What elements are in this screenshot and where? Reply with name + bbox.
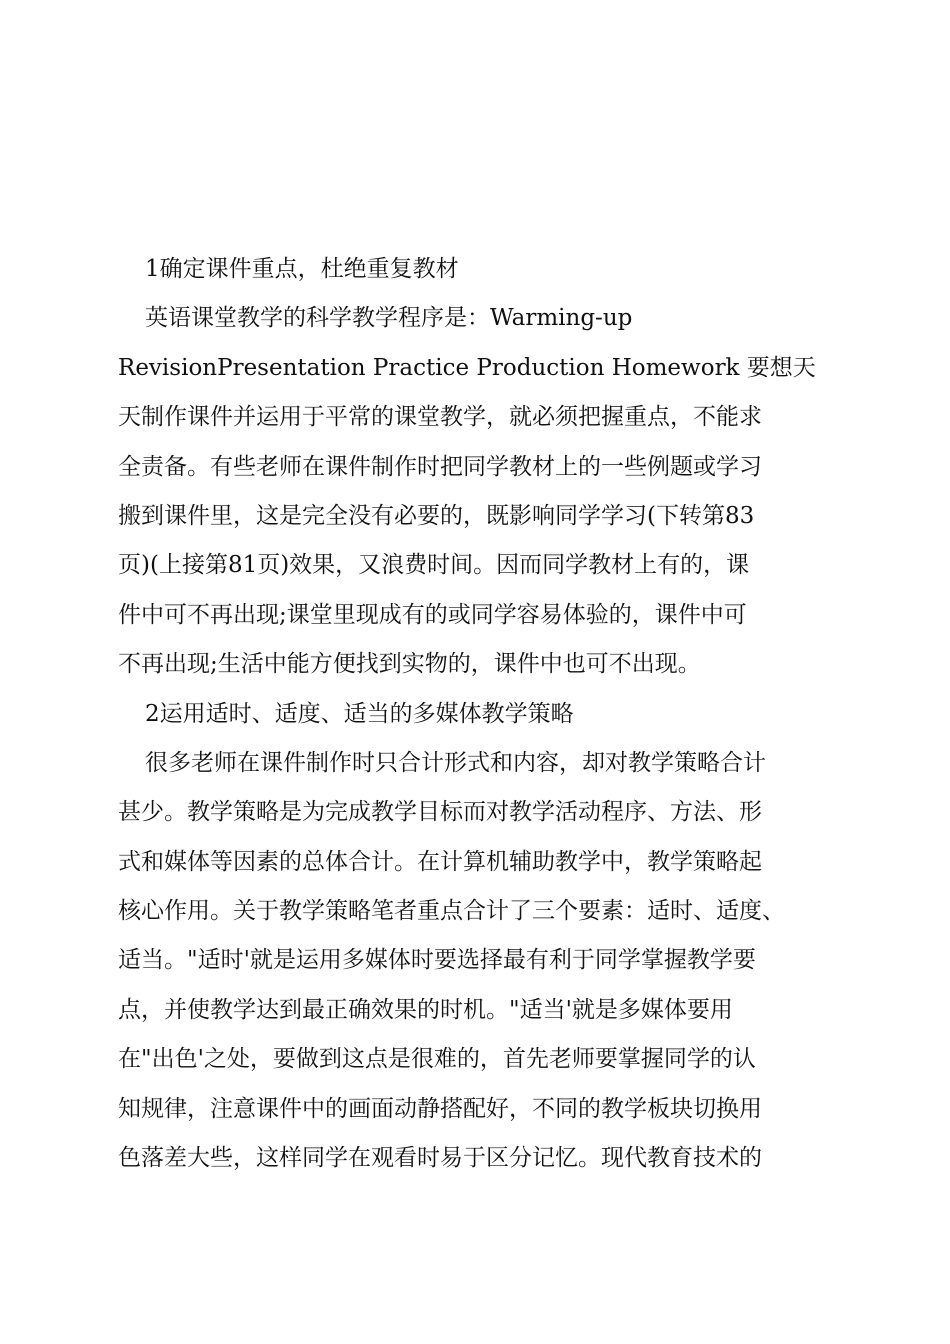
paragraph-line: 色落差大些，这样同学在观看时易于区分记忆。现代教育技术的	[118, 1145, 762, 1172]
paragraph-line: 适当。"适时'就是运用多媒体时要选择最有利于同学掌握教学要	[118, 947, 756, 974]
paragraph-line: 在"出色'之处，要做到这点是很难的，首先老师要掌握同学的认	[118, 1046, 756, 1073]
paragraph-line: 甚少。教学策略是为完成教学目标而对教学活动程序、方法、形	[118, 799, 762, 826]
paragraph-line: 页)(上接第81页)效果，又浪费时间。因而同学教材上有的，课	[118, 552, 750, 579]
paragraph-line: RevisionPresentation Practice Production Homework 要想天	[118, 354, 816, 381]
paragraph-line: 全责备。有些老师在课件制作时把同学教材上的一些例题或学习	[118, 453, 762, 480]
section-heading-1: 1确定课件重点，杜绝重复教材	[145, 256, 459, 282]
paragraph-line: 很多老师在课件制作时只合计形式和内容，却对教学策略合计	[145, 749, 766, 776]
paragraph-line: 知规律，注意课件中的画面动静搭配好，不同的教学板块切换用	[118, 1095, 762, 1122]
paragraph-line: 英语课堂教学的科学教学程序是：Warming-up	[145, 305, 633, 332]
paragraph-line: 件中可不再出现;课堂里现成有的或同学容易体验的，课件中可	[118, 601, 747, 628]
document-body	[118, 245, 858, 1183]
section-heading-2: 2运用适时、适度、适当的多媒体教学策略	[145, 700, 574, 727]
paragraph-line: 点，并使教学达到最正确效果的时机。"适当'就是多媒体要用	[118, 996, 733, 1023]
paragraph-line: 搬到课件里，这是完全没有必要的，既影响同学学习(下转第83	[118, 502, 755, 529]
paragraph-line: 式和媒体等因素的总体合计。在计算机辅助教学中，教学策略起	[118, 848, 762, 875]
paragraph-line: 天制作课件并运用于平常的课堂教学，就必须把握重点，不能求	[118, 404, 762, 431]
paragraph-line: 核心作用。关于教学策略笔者重点合计了三个要素：适时、适度、	[118, 898, 785, 925]
paragraph-line: 不再出现;生活中能方便找到实物的，课件中也可不出现。	[118, 651, 701, 678]
